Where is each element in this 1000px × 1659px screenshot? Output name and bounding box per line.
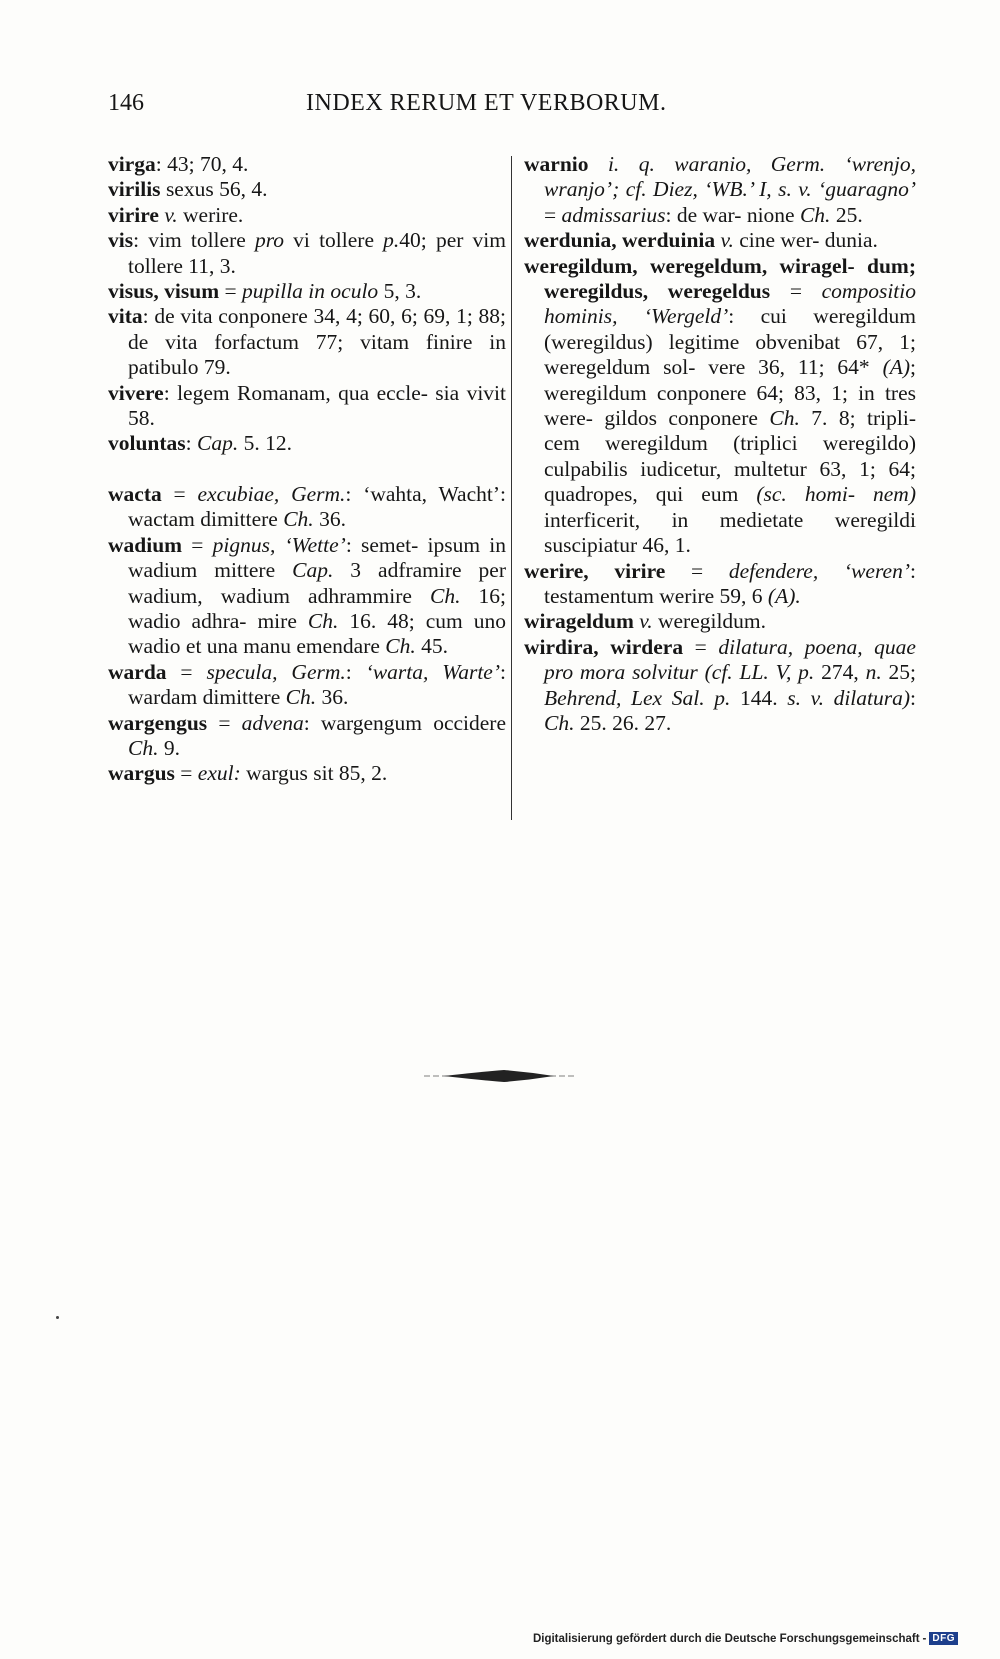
headword: virilis [108, 177, 161, 202]
entry-text: : de vita conponere 34, 4; 60, 6; 69, 1; 88; de vita forfactum 77; vitam finire in patibulo 79. [128, 304, 506, 380]
entry-text: : 43; 70, 4. [155, 152, 249, 176]
italic-text: Ch. [307, 608, 339, 633]
italic-text: Ch. [283, 507, 314, 532]
credit-separator: - [922, 1632, 927, 1645]
italic-text: n. [865, 660, 882, 685]
entry-text: = [665, 558, 729, 583]
entry-text: 25. 26. 27. [574, 710, 672, 735]
entry-text: 36. [313, 507, 346, 532]
left-column [108, 152, 506, 787]
italic-text: pupilla in oculo [242, 279, 379, 304]
italic-text: (A) [882, 355, 911, 380]
index-entry [108, 152, 506, 177]
entry-text [589, 152, 608, 176]
index-entry [108, 660, 506, 711]
italic-text: Ch. [128, 735, 159, 760]
entry-text: ; weregildum conponere 64; 83, 1; in tres were- gildos conponere [544, 355, 916, 431]
entry-text: : testamentum werire 59, 6 [544, 558, 916, 608]
headword: wacta [108, 481, 162, 506]
index-entry [108, 431, 506, 456]
italic-text: Ch. [544, 710, 575, 735]
entry-text: 40; per vim tollere 11, 3. [128, 228, 507, 278]
italic-text: exul: [197, 761, 241, 786]
entry-text: = [770, 279, 822, 304]
entry-text: vi tollere [284, 228, 384, 253]
index-entry [108, 304, 506, 380]
entry-text: : vim tollere [133, 228, 255, 253]
entry-text: interficerit, in medietate weregildi suscipiatur 46, 1. [544, 507, 916, 558]
headword: weregildum, weregeldum, wiragel- dum; weregildus, weregeldus [524, 253, 916, 304]
entry-text: : semet- ipsum in wadium mittere [128, 532, 506, 583]
credit-text: Digitalisierung gefördert durch die Deutsche Forschungsgemeinschaft [532, 1632, 920, 1645]
headword: warda [108, 659, 167, 684]
index-entry [108, 228, 506, 279]
running-head: INDEX RERUM ET VERBORUM. [306, 90, 667, 116]
italic-text: defendere, ‘weren’ [728, 558, 910, 583]
dfg-logo: DFG [929, 1632, 958, 1645]
entry-text: : ‘wahta, Wacht’: wactam dimittere [128, 481, 506, 532]
headword: vis [108, 228, 134, 253]
italic-text: s. v. dilatura) [787, 685, 911, 710]
index-entry [524, 254, 916, 559]
entry-text: werire. [177, 202, 244, 227]
index-entry [524, 609, 916, 634]
right-column [524, 152, 916, 736]
entry-text: : legem Romanam, qua eccle- sia vivit 58. [128, 380, 506, 431]
entry-text: 144. [730, 685, 788, 710]
headword: vita [108, 304, 143, 329]
headword: visus, visum [108, 279, 220, 304]
italic-text: Cap. [197, 431, 239, 456]
entry-text: cine wer- dunia. [733, 228, 878, 253]
entry-text: = [207, 710, 242, 735]
headword: wirageldum [524, 609, 634, 634]
column-divider [511, 156, 512, 820]
entry-text: = [174, 761, 198, 786]
headword: wadium [108, 532, 183, 557]
entry-text: 16; wadio adhra- mire [128, 583, 506, 633]
index-entry [524, 559, 916, 610]
index-entry [108, 761, 506, 786]
entry-text: : [185, 431, 198, 456]
ornament-rule [424, 1068, 574, 1089]
entry-text: 25. [830, 202, 863, 227]
italic-text: Cap. [292, 558, 334, 583]
index-entry [524, 228, 916, 253]
headword: werire, virire [524, 558, 666, 583]
index-entry [108, 279, 506, 304]
entry-text: 25; [881, 660, 916, 685]
digitization-credit [533, 1632, 958, 1645]
index-entry [108, 381, 506, 432]
italic-text: specula, Germ. [206, 659, 346, 684]
italic-text: v. [639, 609, 653, 634]
italic-text: excubiae, Germ. [197, 481, 346, 506]
italic-text: (sc. homi- nem) [756, 482, 916, 507]
headword: wirdira, wirdera [524, 634, 684, 659]
page-number: 146 [108, 90, 144, 116]
entry-text: : wargengum occidere [303, 710, 506, 735]
italic-text: v. [720, 228, 734, 253]
headword: werdunia, werduinia [524, 228, 716, 253]
entry-text: 3 adframire per wadium, wadium adhrammire [128, 558, 507, 608]
index-entry [108, 711, 506, 762]
headword: wargus [108, 761, 175, 786]
entry-text: : [910, 685, 917, 710]
entry-text: 274, [814, 660, 866, 685]
entry-text: 36. [316, 685, 349, 710]
entry-text: : wardam dimittere [128, 659, 506, 710]
italic-text: Ch. [285, 685, 317, 710]
entry-text: wargus sit 85, 2. [240, 761, 388, 786]
entry-text: : [345, 659, 366, 684]
headword: virire [108, 202, 159, 227]
entry-text: 45. [415, 634, 449, 659]
entry-text: 5. 12. [238, 431, 292, 456]
italic-text: admissarius [561, 202, 666, 227]
italic-text: ‘warta, Warte’ [365, 659, 501, 684]
italic-text: Ch. [769, 406, 800, 431]
italic-text: compositio hominis, ‘Wergeld’ [544, 279, 916, 329]
italic-text: Behrend, Lex Sal. p. [544, 685, 731, 710]
italic-text: Ch. [385, 634, 416, 659]
headword: voluntas [108, 431, 186, 456]
entry-text: = [161, 481, 198, 506]
index-entry [108, 533, 506, 660]
index-entry [108, 177, 506, 202]
italic-text: p. [383, 228, 400, 253]
entry-text: 9. [158, 735, 180, 760]
italic-text: advena [241, 710, 304, 735]
entry-text: 7. 8; tripli- cem weregildum (triplici weregildo) culpabilis iudicetur, multetur 63, 1; 64; quadropes, qui eum [544, 406, 916, 507]
index-entry [108, 203, 506, 228]
index-entry [524, 635, 916, 737]
entry-text: : de war- nione [665, 202, 800, 227]
italic-text: i. q. waranio, Germ. ‘wrenjo, wranjo’; cf. Diez, ‘WB.’ I, s. v. ‘guaragno’ [544, 152, 917, 202]
italic-text: pignus, ‘Wette’ [212, 532, 346, 557]
italic-text: dilatura, poena, quae pro mora solvitur (cf. LL. V, p. [544, 634, 916, 685]
entry-text: : cui weregildum (weregildus) legitime obvenibat 67, 1; weregeldum sol- vere 36, 11; 64* [544, 304, 916, 380]
italic-text: Ch. [429, 583, 461, 608]
index-entry [524, 152, 916, 228]
entry-text: = [166, 659, 207, 684]
entry-text: 5, 3. [378, 279, 422, 304]
entry-text: 16. 48; cum uno wadio et una manu emendare [128, 608, 506, 659]
entry-text: = [182, 532, 213, 557]
entry-text: sexus 56, 4. [160, 177, 268, 202]
italic-text: Ch. [799, 202, 831, 227]
entry-text: = [683, 634, 719, 659]
speck [56, 1316, 59, 1319]
italic-text: (A). [767, 583, 801, 608]
headword: warnio [524, 152, 589, 176]
entry-text: = [544, 202, 562, 227]
index-entry [108, 482, 506, 533]
italic-text: pro [254, 228, 285, 253]
entry-text: = [219, 279, 243, 304]
headword: vivere [108, 380, 164, 405]
italic-text: v. [164, 202, 178, 227]
entry-text: weregildum. [652, 609, 767, 634]
headword: wargengus [108, 710, 208, 735]
headword: virga [108, 152, 156, 176]
